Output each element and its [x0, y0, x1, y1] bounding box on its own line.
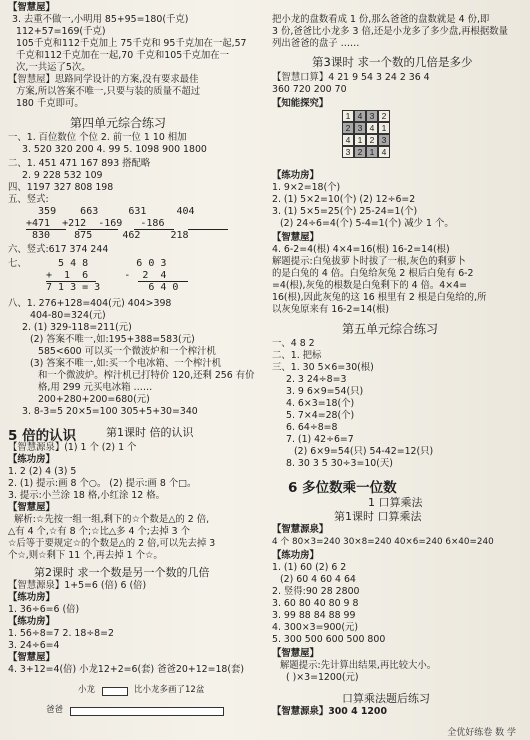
text-line: (2) 24÷6=4(个) 5-4=1(个) 减少 1 个。: [280, 218, 454, 229]
text-line: 4. 6-2=4(根) 4×4=16(根) 16-2=14(根): [272, 244, 450, 255]
grid-cell: 4: [342, 134, 354, 146]
text-line: 3. 520 320 200 4. 99 5. 1098 900 1800: [22, 144, 207, 155]
calc-rule: [26, 229, 66, 230]
text-line: 7. (1) 42÷6=7: [286, 434, 354, 445]
section-tag: 【智慧屋】: [8, 502, 55, 513]
section-tag: 【智慧屋】: [272, 232, 319, 243]
text-line: (2) 6×9=54(只) 54-42=12(只): [294, 446, 434, 457]
text-line: 3. 24÷6=4: [8, 640, 60, 651]
lesson-title: 第1课时 倍的认识: [106, 426, 194, 439]
text-line: 个☆,则☆剩下 11 个,再去掉 1 个☆。: [8, 550, 163, 561]
text-line: 1. (1) 60 (2) 6 2: [272, 562, 347, 573]
unit-title: 第四单元综合练习: [70, 116, 167, 130]
grid-cell: 1: [354, 134, 366, 146]
section-tag: 【智慧源泉】: [272, 524, 329, 535]
chapter-title: 5 倍的认识: [8, 428, 77, 444]
text-line: 200+280+200=680(元): [38, 394, 150, 405]
text-line: =4(根),灰兔的根数是白兔剩下的 4 倍。4×4=: [272, 280, 467, 291]
text-line: 2. (1) 提示:画 8 个○。 (2) 提示:画 8 个□。: [8, 478, 197, 489]
grid-cell: 2: [366, 134, 378, 146]
chapter-title: 6 多位数乘一位数: [288, 480, 397, 496]
text-line: 4. 3+12=4(倍) 小龙12+2=6(套) 爸爸20+12=18(套): [8, 664, 245, 675]
text-line: 5. 300 500 600 500 800: [272, 634, 386, 645]
text-line: 360 720 200 70: [272, 84, 347, 95]
text-line: ☆后等于要规定☆的个数是△的 2 倍,可以先去掉 3: [8, 538, 216, 549]
text-line: 列出爸爸的盘子 ……: [272, 38, 360, 49]
grid-cell: 4: [354, 110, 366, 122]
section-tag: 【练功房】: [272, 170, 319, 181]
text-line: 的是白兔的 4 倍。白兔给灰兔 2 根后白兔有 6-2: [272, 268, 474, 279]
text-line: 【智慧源泉】300 4 1200: [272, 706, 387, 717]
text-line: 八、1. 276+128=404(元) 404>398: [8, 298, 172, 309]
lesson-title: 第1课时 口算乘法: [334, 510, 422, 523]
text-line: 格,用 299 元买电冰箱 ……: [38, 382, 153, 393]
text-line: (2) 60 4 60 4 64: [280, 574, 356, 585]
calc-rule: [188, 229, 228, 230]
vertical-calculations: 359 663 631 404 +471 +212 -169 -186 830 875 462 218: [26, 206, 195, 241]
lesson-title: 口算乘法题后练习: [342, 692, 430, 705]
calc-rule: [134, 229, 174, 230]
text-line: 585<600 可以买一个微波炉和一个榨汁机: [38, 346, 216, 357]
text-line: 4. 6×3=18(个): [286, 398, 355, 409]
text-line: 2. 9 228 532 109: [22, 170, 103, 181]
text-line: 105千克和112千克加上 75千克和 95千克加在一起,57: [16, 38, 247, 49]
section-tag: 【智慧屋】: [272, 648, 319, 659]
text-line: 3. 去重不做一,小明用 85+95=180(千克): [12, 14, 189, 25]
fill-box-calculations: 5 4 8 6 0 3 + 1 6 - 2 4 7 1 3 = 3 6 4 0: [46, 258, 179, 293]
text-line: 次,一共运了5次。: [16, 62, 91, 73]
calc-rule: [138, 281, 188, 282]
text-line: 3. 提示:小兰涂 18 格,小红涂 12 格。: [8, 490, 165, 501]
text-line: 3. 8-3=5 20×5=100 305+5+30=340: [22, 406, 198, 417]
text-line: 112+57=169(千克): [16, 26, 106, 37]
text-line: 404-80=324(元): [30, 310, 106, 321]
text-line: 16(根),因此灰兔的这 16 根里有 2 根是白兔给的,所: [272, 292, 487, 303]
right-column: [272, 0, 522, 722]
text-line: 4 个 80×3=240 30×8=240 40×6=240 6×40=240: [272, 537, 494, 547]
text-line: 【智慧屋】思路同学设计的方案,没有要求最佳: [8, 74, 199, 85]
text-line: 3. 99 88 84 88 99: [272, 610, 356, 621]
text-line: 1. 2 (2) 4 (3) 5: [8, 466, 77, 477]
subsection-title: 1 口算乘法: [368, 496, 423, 509]
text-line: 5. 7×4=28(个): [286, 410, 355, 421]
calc-rule: [46, 281, 96, 282]
text-line: 2. 竖得:90 28 2800: [272, 586, 360, 597]
page-footer: 全优好练卷 数 学: [447, 728, 516, 738]
diagram-label: 小龙: [78, 685, 96, 695]
diagram-label: 爸爸: [46, 705, 64, 715]
text-line: 一、4 8 2: [272, 338, 315, 349]
text-line: 二、1. 451 471 167 893 搭配略: [8, 158, 151, 169]
section-tag: 【智慧屋】: [8, 2, 55, 13]
text-line: 四、1197 327 808 198: [8, 182, 114, 193]
grid-cell: 3: [342, 146, 354, 158]
text-line: 千克和112千克加在一起,70 千克和105千克加在一: [16, 50, 230, 61]
section-tag: 【练功房】: [8, 592, 55, 603]
text-line: 2. (1) 5×2=10(个) (2) 12÷6=2: [272, 194, 416, 205]
text-line: 3. 60 80 40 80 9 8: [272, 598, 359, 609]
text-line: 五、竖式:: [8, 194, 49, 205]
section-tag: 【练功房】: [8, 616, 55, 627]
text-line: 4. 300×3=900(元): [272, 622, 359, 633]
text-line: 2. (1) 329-118=211(元): [22, 322, 132, 333]
section-tag: 【智慧屋】: [8, 652, 55, 663]
text-line: 1. 36÷6=6 (倍): [8, 604, 80, 615]
grid-cell: 1: [378, 122, 390, 134]
text-line: 180 千克即可。: [16, 98, 84, 109]
grid-cell: 4: [366, 122, 378, 134]
text-line: 六、竖式:617 374 244: [8, 244, 109, 255]
text-line: 2. 3 24÷8=3: [286, 374, 347, 385]
text-line: 一、1. 百位数位 个位 2. 前一位 1 10 相加: [8, 132, 187, 143]
text-line: 【智慧口算】4 21 9 54 3 24 2 36 4: [272, 72, 430, 83]
text-line: 方案,所以答案不唯一,只要与装的质量不超过: [16, 86, 201, 97]
grid-cell: 2: [354, 146, 366, 158]
text-line: 三、1. 30 5×6=30(根): [272, 362, 374, 373]
text-line: (2) 答案不唯一,如:195+388=583(元): [30, 334, 195, 345]
lesson-title: 第3课时 求一个数的几倍是多少: [312, 55, 473, 69]
grid-cell: 2: [342, 122, 354, 134]
text-line: 七、: [8, 258, 27, 269]
number-puzzle-grid: [342, 110, 390, 158]
lesson-title: 第2课时 求一个数是另一个数的几倍: [34, 566, 210, 579]
left-column: [8, 0, 260, 722]
text-line: 解析:☆先按一组一组,剩下的☆个数是△的 2 倍,: [14, 514, 210, 525]
calc-rule: [78, 229, 118, 230]
text-line: 1. 56÷8=7 2. 18÷8=2: [8, 628, 114, 639]
section-tag: 【练功房】: [272, 550, 319, 561]
text-line: ( )×3=1200(元): [286, 672, 359, 683]
text-line: 6. 64÷8=8: [286, 422, 338, 433]
unit-title: 第五单元综合练习: [342, 322, 439, 336]
section-tag: 【知能探究】: [272, 98, 329, 109]
grid-cell: 3: [366, 110, 378, 122]
grid-cell: 2: [378, 110, 390, 122]
text-line: 把小龙的盘数看成 1 份,那么爸爸的盘数就是 4 份,即: [272, 14, 490, 25]
text-line: 8. 30 3 5 30÷3=10(天): [286, 458, 393, 469]
text-line: 解题提示:先计算出结果,再比较大小。: [280, 660, 437, 671]
grid-cell: 1: [366, 146, 378, 158]
section-tag: 【练功房】: [8, 454, 55, 465]
text-line: △有 4 个,☆有 8 个;☆比△多 4 个;去掉 3 个: [8, 526, 190, 537]
text-line: 【智慧源泉】1+5=6 (倍) 6 (倍): [8, 580, 147, 591]
text-line: 和一个微波炉。榨汁机已打特价 120,还剩 256 有价: [38, 370, 255, 381]
line-segment-diagram: [70, 707, 224, 716]
grid-cell: 1: [342, 110, 354, 122]
text-line: 以灰兔原来有 16-2=14(根): [272, 304, 389, 315]
line-segment-diagram: [102, 687, 128, 696]
grid-cell: 4: [378, 146, 390, 158]
text-line: 3. (1) 5×5=25(个) 25-24=1(个): [272, 206, 418, 217]
text-line: 3. 9 6×9=54(只): [286, 386, 364, 397]
text-line: 解题提示:白兔拔萝卜时拔了一根,灰色的剩萝卜: [272, 256, 466, 267]
text-line: 【智慧源泉】(1) 1 个 (2) 1 个: [8, 442, 137, 453]
text-line: 1. 9×2=18(个): [272, 182, 341, 193]
text-line: (3) 答案不唯一,如:买一个电冰箱、一个榨汁机: [30, 358, 222, 369]
text-line: 二、1. 把标: [272, 350, 322, 361]
grid-cell: 3: [354, 122, 366, 134]
text-line: 3 份,爸爸比小龙多 3 倍,还是小龙多了多少盘,再根据数量: [272, 26, 509, 37]
diagram-label: 比小龙多画了12盆: [134, 685, 205, 695]
grid-cell: 3: [378, 134, 390, 146]
